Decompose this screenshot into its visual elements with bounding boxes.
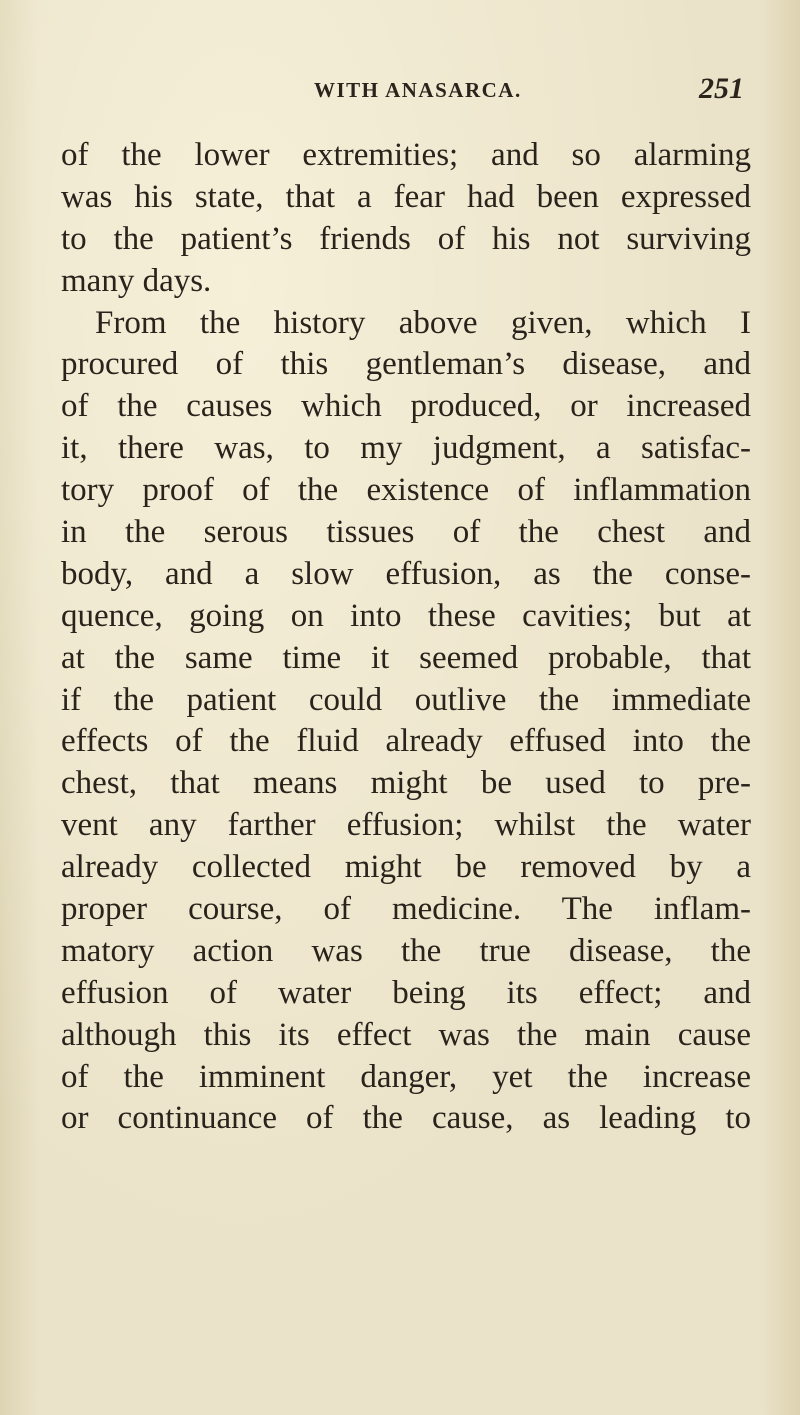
text-line: many days. bbox=[61, 262, 212, 299]
text-line: quence, going on into these cavities; but at bbox=[61, 597, 751, 634]
text-line: tory proof of the existence of inflammation bbox=[61, 472, 751, 509]
text-line: was his state, that a fear had been expressed bbox=[61, 178, 751, 215]
text-line: of the causes which produced, or increased bbox=[61, 388, 751, 425]
text-line: of the imminent danger, yet the increase bbox=[61, 1058, 751, 1095]
text-line: to the patient’s friends of his not surviving bbox=[61, 220, 751, 257]
running-head: WITH ANASARCA. bbox=[314, 78, 522, 102]
text-line: in the serous tissues of the chest and bbox=[61, 514, 751, 551]
page-number: 251 bbox=[699, 72, 744, 105]
text-line: at the same time it seemed probable, that bbox=[61, 639, 751, 676]
text-line: effects of the fluid already effused into the bbox=[61, 723, 751, 760]
text-line: if the patient could outlive the immediate bbox=[61, 681, 751, 718]
text-line: chest, that means might be used to pre- bbox=[61, 765, 751, 802]
body-text bbox=[61, 135, 751, 1140]
text-line: although this its effect was the main cause bbox=[61, 1016, 751, 1053]
text-line: or continuance of the cause, as leading to bbox=[61, 1100, 751, 1137]
text-line: proper course, of medicine. The inflam- bbox=[61, 891, 751, 928]
text-line: of the lower extremities; and so alarming bbox=[61, 137, 751, 173]
text-line: it, there was, to my judgment, a satisfac- bbox=[61, 430, 751, 467]
text-line: vent any farther effusion; whilst the water bbox=[61, 807, 751, 844]
text-line: From the history above given, which I bbox=[95, 304, 751, 341]
page-header bbox=[0, 72, 800, 112]
text-line: already collected might be removed by a bbox=[61, 849, 751, 886]
text-line: effusion of water being its effect; and bbox=[61, 974, 751, 1011]
text-line: procured of this gentleman’s disease, and bbox=[61, 346, 751, 383]
text-line: body, and a slow effusion, as the conse- bbox=[61, 555, 751, 592]
text-line: matory action was the true disease, the bbox=[61, 932, 751, 969]
